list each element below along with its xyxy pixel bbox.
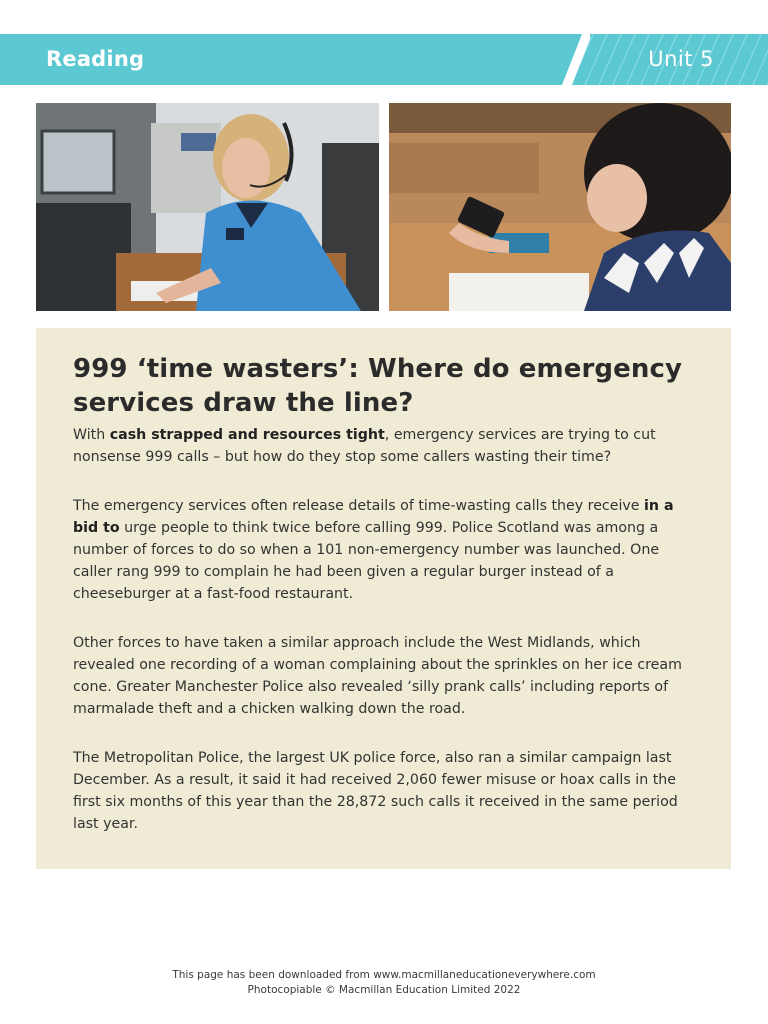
paragraph-2 xyxy=(73,495,693,605)
paragraph-1-text-a: With xyxy=(73,427,110,443)
article-headline xyxy=(73,352,693,420)
unit-label: Unit 5 xyxy=(648,47,714,71)
photo-call-handler xyxy=(36,103,379,311)
footer-copyright: Photocopiable © Macmillan Education Limited 2022 xyxy=(247,984,521,996)
header-band xyxy=(0,34,768,85)
paragraph-2-text-a: The emergency services often release details of time-wasting calls they receive xyxy=(73,498,645,514)
paragraph-1-text-b: , emergency services are trying to cut nonsense 999 calls – but how do they stop some callers wasting their time? xyxy=(73,427,656,465)
article-box xyxy=(36,328,731,869)
photo-girl-with-phone xyxy=(389,103,731,311)
headline-line-1: 999 ‘time wasters’: Where do emergency xyxy=(73,354,682,384)
paragraph-1-bold: cash strapped and resources tight xyxy=(109,427,385,443)
paragraph-2-text-b: urge people to think twice before calling 999. Police Scotland was among a number of forces to do so when a 101 non-emergency number was launched. One caller rang 999 to complain he had been given a regular burger instead of a cheeseburger at a fast-food restaurant. xyxy=(73,520,660,602)
paragraph-4: The Metropolitan Police, the largest UK police force, also ran a similar campaign last December. As a result, it said it had received 2,060 fewer misuse or hoax calls in the first six months of this year than the 28,872 such calls it received in the same period last year. xyxy=(73,750,678,832)
footer-download-note: This page has been downloaded from www.macmillaneducationeverywhere.com xyxy=(172,969,596,981)
paragraph-2-bold: in a bid to xyxy=(73,498,674,536)
headline-line-2: services draw the line? xyxy=(73,388,414,418)
article-content xyxy=(73,352,693,835)
section-label: Reading xyxy=(46,47,145,71)
paragraph-1 xyxy=(73,424,693,468)
header-divider xyxy=(560,34,590,85)
page-footer xyxy=(0,968,768,998)
paragraph-3: Other forces to have taken a similar approach include the West Midlands, which revealed one recording of a woman complaining about the sprinkles on her ice cream cone. Greater Manchester Police also revealed ‘silly prank calls’ including reports of marmalade theft and a chicken walking down the road. xyxy=(73,635,682,717)
